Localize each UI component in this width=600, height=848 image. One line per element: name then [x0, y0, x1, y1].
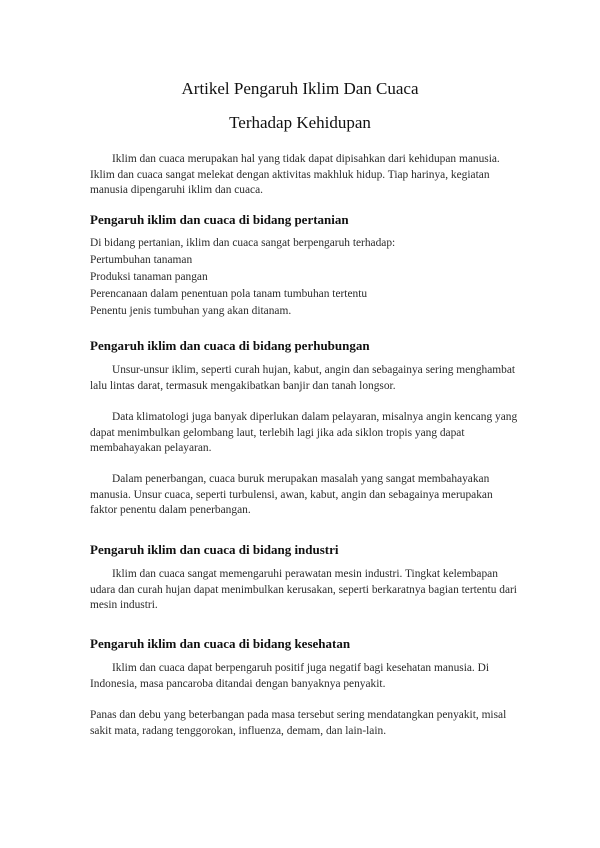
heading-perhubungan: Pengaruh iklim dan cuaca di bidang perhubungan	[90, 338, 370, 353]
pertanian-item: Penentu jenis tumbuhan yang akan ditanam.	[90, 305, 292, 317]
kesehatan-paragraph-1: Iklim dan cuaca dapat berpengaruh positif juga negatif bagi kesehatan manusia. Di Indonesia, masa pancaroba ditandai dengan banyaknya penyakit.	[90, 662, 490, 690]
document-title-line-1: Artikel Pengaruh Iklim Dan Cuaca	[181, 79, 419, 98]
heading-kesehatan: Pengaruh iklim dan cuaca di bidang kesehatan	[90, 636, 351, 651]
kesehatan-paragraph-2: Panas dan debu yang beterbangan pada masa tersebut sering mendatangkan penyakit, misal sakit mata, radang tenggorokan, influenza, demam, dan lain-lain.	[90, 709, 507, 737]
pertanian-item: Perencanaan dalam penentuan pola tanam tumbuhan tertentu	[90, 288, 368, 300]
document-title-line-2: Terhadap Kehidupan	[229, 113, 371, 132]
heading-industri: Pengaruh iklim dan cuaca di bidang industri	[90, 542, 339, 557]
industri-paragraph-1: Iklim dan cuaca sangat memengaruhi perawatan mesin industri. Tingkat kelembapan udara dan curah hujan dapat menimbulkan kerusakan, seperti berkaratnya bagian tertentu dari mesin industri.	[90, 568, 517, 611]
perhubungan-paragraph-1: Unsur-unsur iklim, seperti curah hujan, kabut, angin dan sebagainya sering menghambat lalu lintas darat, termasuk mengakibatkan banjir dan tanah longsor.	[90, 364, 516, 392]
perhubungan-paragraph-2: Data klimatologi juga banyak diperlukan dalam pelayaran, misalnya angin kencang yang dapat menimbulkan gelombang laut, terlebih lagi jika ada siklon tropis yang dapat membahayakan pelayaran.	[90, 411, 518, 454]
heading-pertanian: Pengaruh iklim dan cuaca di bidang pertanian	[90, 212, 349, 227]
intro-paragraph: Iklim dan cuaca merupakan hal yang tidak dapat dipisahkan dari kehidupan manusia. Iklim dan cuaca sangat melekat dengan aktivitas makhluk hidup. Tiap harinya, kegiatan manusia dipengaruhi iklim dan cuaca.	[90, 153, 500, 196]
perhubungan-paragraph-3: Dalam penerbangan, cuaca buruk merupakan masalah yang sangat membahayakan manusia. Unsur cuaca, seperti turbulensi, awan, kabut, angin dan sebagainya merupakan faktor penentu dalam penerbangan.	[90, 473, 493, 516]
pertanian-item: Pertumbuhan tanaman	[90, 254, 193, 266]
pertanian-item: Produksi tanaman pangan	[90, 271, 208, 283]
pertanian-lead: Di bidang pertanian, iklim dan cuaca sangat berpengaruh terhadap:	[90, 237, 396, 249]
